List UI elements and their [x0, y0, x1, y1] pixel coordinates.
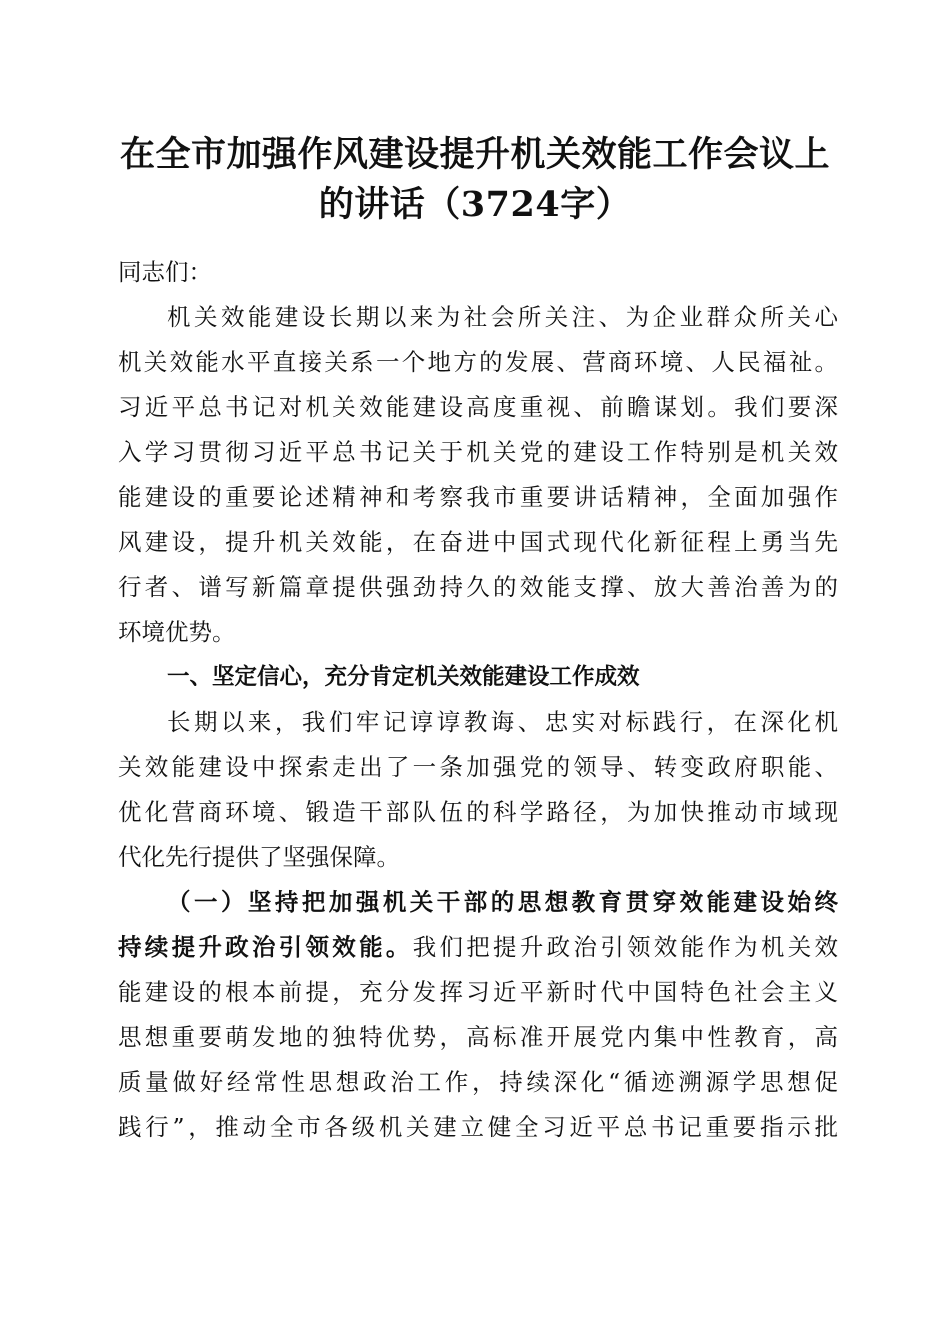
paragraph-line: 能建设的重要论述精神和考察我市重要讲话精神，全面加强作 — [118, 483, 838, 511]
paragraph-line — [118, 925, 838, 970]
paragraph-line: 环境优势。 — [118, 618, 236, 646]
subsection-heading: （一）坚持把加强机关干部的思想教育贯穿效能建设始终 — [167, 888, 838, 916]
paragraph-line: 优化营商环境、锻造干部队伍的科学路径，为加快推动市域现 — [118, 798, 838, 826]
paragraph-line: 代化先行提供了坚强保障。 — [118, 843, 400, 871]
paragraph-text: 我们把提升政治引领效能作为机关效 — [412, 933, 839, 961]
title-line: 在全市加强作风建设提升机关效能工作会议上 — [119, 134, 830, 175]
paragraph-line: 关效能建设中探索走出了一条加强党的领导、转变政府职能、 — [118, 753, 838, 781]
paragraph-line: 机关效能水平直接关系一个地方的发展、营商环境、人民福祉。 — [118, 348, 838, 376]
paragraph-line: 能建设的根本前提，充分发挥习近平新时代中国特色社会主义 — [118, 978, 838, 1006]
title-line: 的讲话（3724字） — [318, 184, 632, 225]
paragraph-line: 质量做好经常性思想政治工作，持续深化“循迹溯源学思想促 — [118, 1068, 838, 1096]
paragraph-line: 机关效能建设长期以来为社会所关注、为企业群众所关心 — [167, 303, 838, 331]
paragraph-line: 习近平总书记对机关效能建设高度重视、前瞻谋划。我们要深 — [118, 393, 838, 421]
paragraph-line: 践行”，推动全市各级机关建立健全习近平总书记重要指示批 — [118, 1113, 838, 1141]
paragraph-line: 思想重要萌发地的独特优势，高标准开展党内集中性教育，高 — [118, 1023, 838, 1051]
paragraph-line: 长期以来，我们牢记谆谆教诲、忠实对标践行，在深化机 — [167, 708, 838, 736]
salutation: 同志们： — [118, 258, 212, 286]
subsection-heading-tail: 持续提升政治引领效能。 — [118, 933, 413, 961]
paragraph-line: 风建设，提升机关效能，在奋进中国式现代化新征程上勇当先 — [118, 528, 838, 556]
document-body — [118, 250, 838, 1150]
section-heading: 一、坚定信心，充分肯定机关效能建设工作成效 — [167, 664, 640, 690]
paragraph-line: 入学习贯彻习近平总书记关于机关党的建设工作特别是机关效 — [118, 438, 838, 466]
document-title — [110, 130, 840, 230]
paragraph-line: 行者、谱写新篇章提供强劲持久的效能支撑、放大善治善为的 — [118, 573, 838, 601]
